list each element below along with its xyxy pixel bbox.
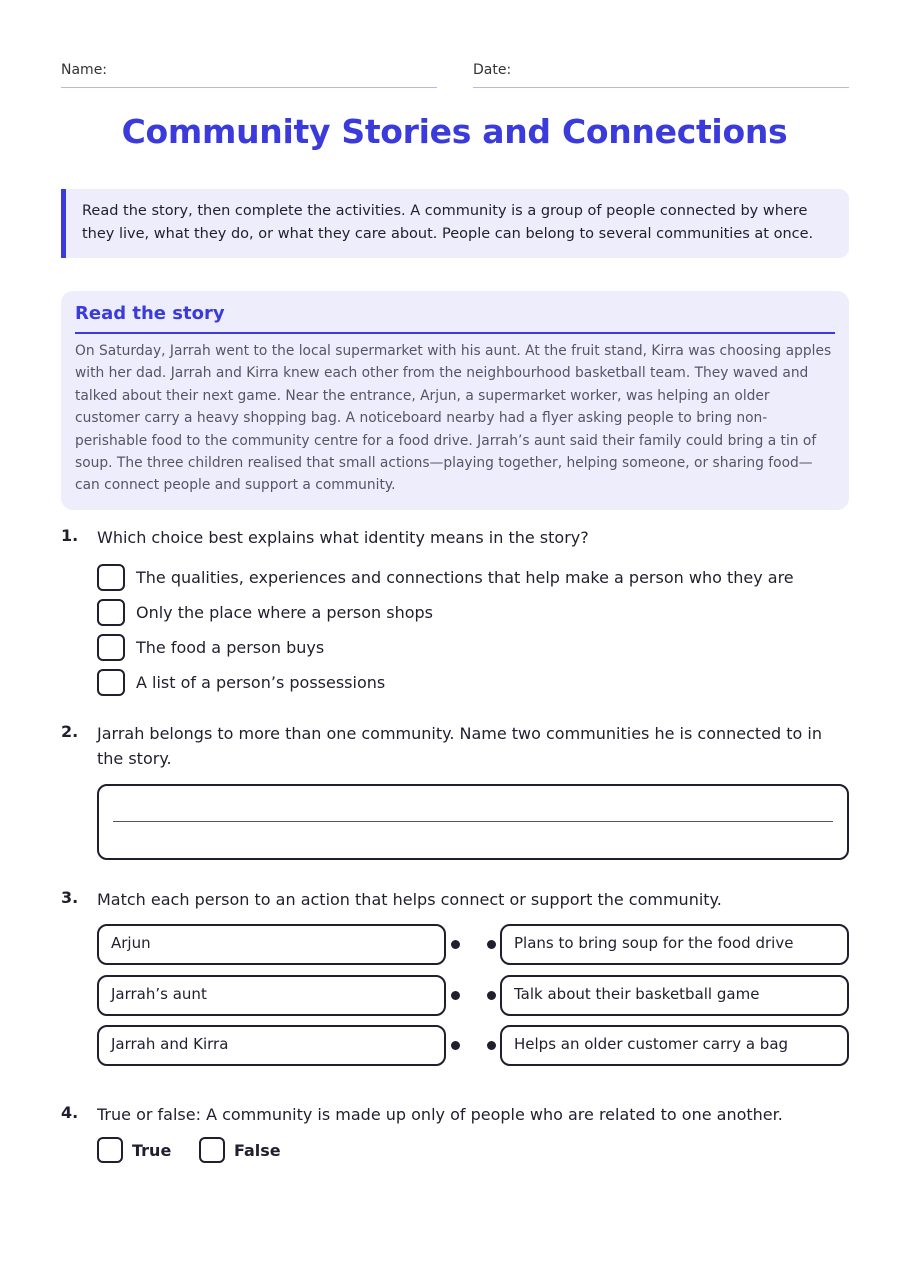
- match-person-3[interactable]: Jarrah and Kirra: [97, 1025, 446, 1066]
- checkbox[interactable]: [97, 599, 125, 626]
- answer-line: [113, 821, 833, 822]
- question-2-number: 2.: [61, 722, 79, 741]
- header-fields: [61, 62, 849, 88]
- true-label: True: [132, 1140, 172, 1160]
- false-option[interactable]: [199, 1137, 281, 1163]
- match-dot-left-3[interactable]: [451, 1041, 460, 1050]
- intro-callout: Read the story, then complete the activities. A community is a group of people connected by where they live, what they do, or what they care about. People can belong to several communities at once.: [61, 189, 849, 258]
- question-1-text: Which choice best explains what identity means in the story?: [97, 528, 589, 547]
- q1-option-2-label: Only the place where a person shops: [136, 602, 434, 622]
- q2-answer-box[interactable]: [97, 784, 849, 860]
- checkbox[interactable]: [199, 1137, 225, 1163]
- checkbox[interactable]: [97, 669, 125, 696]
- match-dot-left-1[interactable]: [451, 940, 460, 949]
- story-panel: [61, 291, 849, 510]
- question-4-number: 4.: [61, 1103, 79, 1122]
- checkbox[interactable]: [97, 564, 125, 591]
- checkbox[interactable]: [97, 1137, 123, 1163]
- name-field[interactable]: [61, 62, 437, 88]
- question-3-text: Match each person to an action that helps connect or support the community.: [97, 890, 722, 909]
- page-title: Community Stories and Connections: [121, 112, 788, 151]
- question-2-text: Jarrah belongs to more than one community. Name two communities he is connected to in the story.: [97, 724, 823, 768]
- story-heading: Read the story: [75, 303, 835, 334]
- match-dot-right-1[interactable]: [487, 940, 496, 949]
- q1-option-3[interactable]: [97, 633, 324, 661]
- checkbox[interactable]: [97, 634, 125, 661]
- match-person-1[interactable]: Arjun: [97, 924, 446, 965]
- match-action-2[interactable]: Talk about their basketball game: [500, 975, 849, 1016]
- match-action-3[interactable]: Helps an older customer carry a bag: [500, 1025, 849, 1066]
- q1-option-2[interactable]: [97, 598, 433, 626]
- q1-option-1[interactable]: [97, 563, 794, 591]
- q1-option-4[interactable]: [97, 668, 385, 696]
- match-action-1[interactable]: Plans to bring soup for the food drive: [500, 924, 849, 965]
- q1-option-4-label: A list of a person’s possessions: [136, 672, 386, 692]
- story-text: On Saturday, Jarrah went to the local supermarket with his aunt. At the fruit stand, Kirra was choosing apples with her dad. Jarrah and Kirra knew each other from the neighbourhood basketball team. They waved and talked about their next game. Near the entrance, Arjun, a supermarket worker, was helping an older customer carry a heavy shopping bag. A noticeboard nearby had a flyer asking people to bring non-perishable food to the community centre for a food drive. Jarrah’s aunt said their family could bring a tin of soup. The three children realised that small actions—playing together, helping someone, or sharing food—can connect people and support a community.: [75, 343, 832, 494]
- date-label: Date:: [473, 62, 512, 78]
- q1-option-3-label: The food a person buys: [136, 637, 325, 657]
- name-label: Name:: [61, 62, 108, 78]
- q1-option-1-label: The qualities, experiences and connections that help make a person who they are: [136, 567, 794, 587]
- match-dot-right-3[interactable]: [487, 1041, 496, 1050]
- question-4-text: True or false: A community is made up only of people who are related to one another.: [97, 1105, 783, 1124]
- match-dot-right-2[interactable]: [487, 991, 496, 1000]
- match-person-2[interactable]: Jarrah’s aunt: [97, 975, 446, 1016]
- false-label: False: [234, 1140, 281, 1160]
- question-3-number: 3.: [61, 888, 79, 907]
- date-field[interactable]: [473, 62, 849, 88]
- match-dot-left-2[interactable]: [451, 991, 460, 1000]
- true-option[interactable]: [97, 1137, 171, 1163]
- question-1-number: 1.: [61, 526, 79, 545]
